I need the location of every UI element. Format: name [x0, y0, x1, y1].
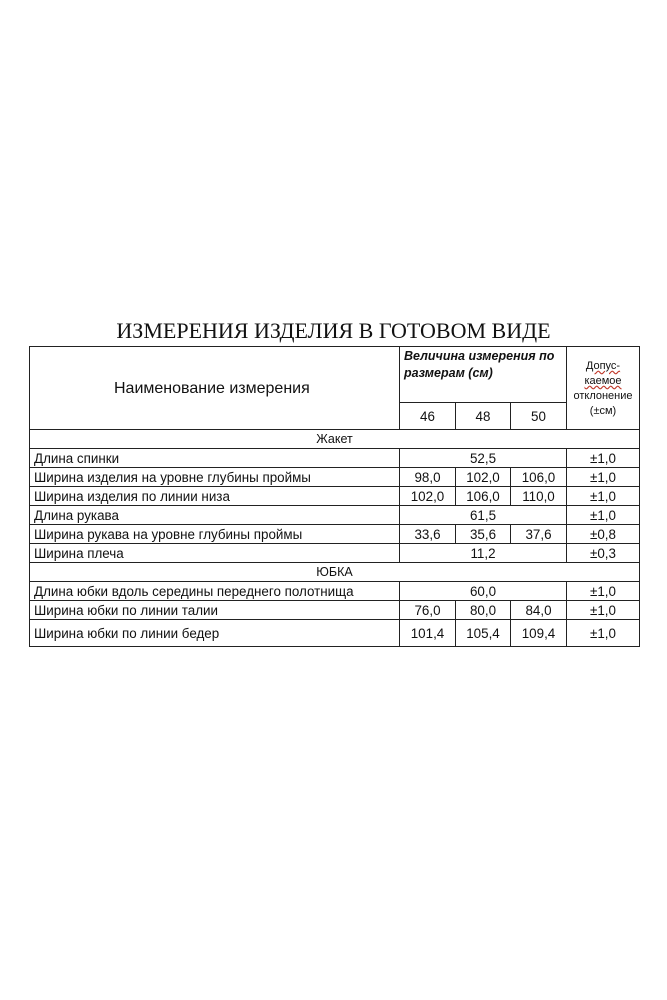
row-value: 35,6 [456, 525, 511, 544]
section-row-skirt [30, 563, 640, 582]
row-name: Ширина юбки по линии бедер [30, 620, 400, 647]
section-title: Жакет [30, 430, 640, 449]
row-value: 11,2 [400, 544, 567, 563]
row-value: 60,0 [400, 582, 567, 601]
row-value: 61,5 [400, 506, 567, 525]
row-tolerance: ±1,0 [567, 487, 640, 506]
row-name: Ширина юбки по линии талии [30, 601, 400, 620]
row-value: 98,0 [400, 468, 456, 487]
section-title: ЮБКА [30, 563, 640, 582]
table-row [30, 544, 640, 563]
row-value: 37,6 [511, 525, 567, 544]
size-header-48: 48 [456, 403, 511, 430]
row-tolerance: ±1,0 [567, 468, 640, 487]
row-name: Длина юбки вдоль середины переднего полотнища [30, 582, 400, 601]
row-value: 80,0 [456, 601, 511, 620]
measurements-table [29, 346, 640, 647]
row-tolerance: ±1,0 [567, 582, 640, 601]
size-header-50: 50 [511, 403, 567, 430]
row-tolerance: ±0,8 [567, 525, 640, 544]
table-row [30, 449, 640, 468]
row-value: 105,4 [456, 620, 511, 647]
row-tolerance: ±1,0 [567, 506, 640, 525]
row-name: Длина спинки [30, 449, 400, 468]
row-value: 106,0 [511, 468, 567, 487]
row-tolerance: ±1,0 [567, 601, 640, 620]
size-header-46: 46 [400, 403, 456, 430]
table-row [30, 468, 640, 487]
row-value: 106,0 [456, 487, 511, 506]
row-value: 109,4 [511, 620, 567, 647]
table-row [30, 620, 640, 647]
name-column-header: Наименование измерения [30, 347, 400, 430]
row-name: Длина рукава [30, 506, 400, 525]
row-tolerance: ±0,3 [567, 544, 640, 563]
page-title: ИЗМЕРЕНИЯ ИЗДЕЛИЯ В ГОТОВОМ ВИДЕ [116, 318, 551, 343]
row-value: 102,0 [400, 487, 456, 506]
row-value: 33,6 [400, 525, 456, 544]
row-value: 110,0 [511, 487, 567, 506]
row-value: 102,0 [456, 468, 511, 487]
row-name: Ширина изделия на уровне глубины проймы [30, 468, 400, 487]
row-tolerance: ±1,0 [567, 449, 640, 468]
table-row [30, 487, 640, 506]
row-value: 84,0 [511, 601, 567, 620]
size-column-header: Величина измерения по размерам (см) [400, 347, 567, 403]
row-value: 76,0 [400, 601, 456, 620]
section-row-jacket [30, 430, 640, 449]
table-row [30, 506, 640, 525]
table-row [30, 601, 640, 620]
row-name: Ширина изделия по линии низа [30, 487, 400, 506]
row-tolerance: ±1,0 [567, 620, 640, 647]
table-header-row [30, 347, 640, 403]
row-value: 101,4 [400, 620, 456, 647]
table-row [30, 525, 640, 544]
row-name: Ширина рукава на уровне глубины проймы [30, 525, 400, 544]
row-name: Ширина плеча [30, 544, 400, 563]
table-row [30, 582, 640, 601]
row-value: 52,5 [400, 449, 567, 468]
tolerance-column-header: Допус- каемое отклонение (±см) [567, 347, 640, 430]
